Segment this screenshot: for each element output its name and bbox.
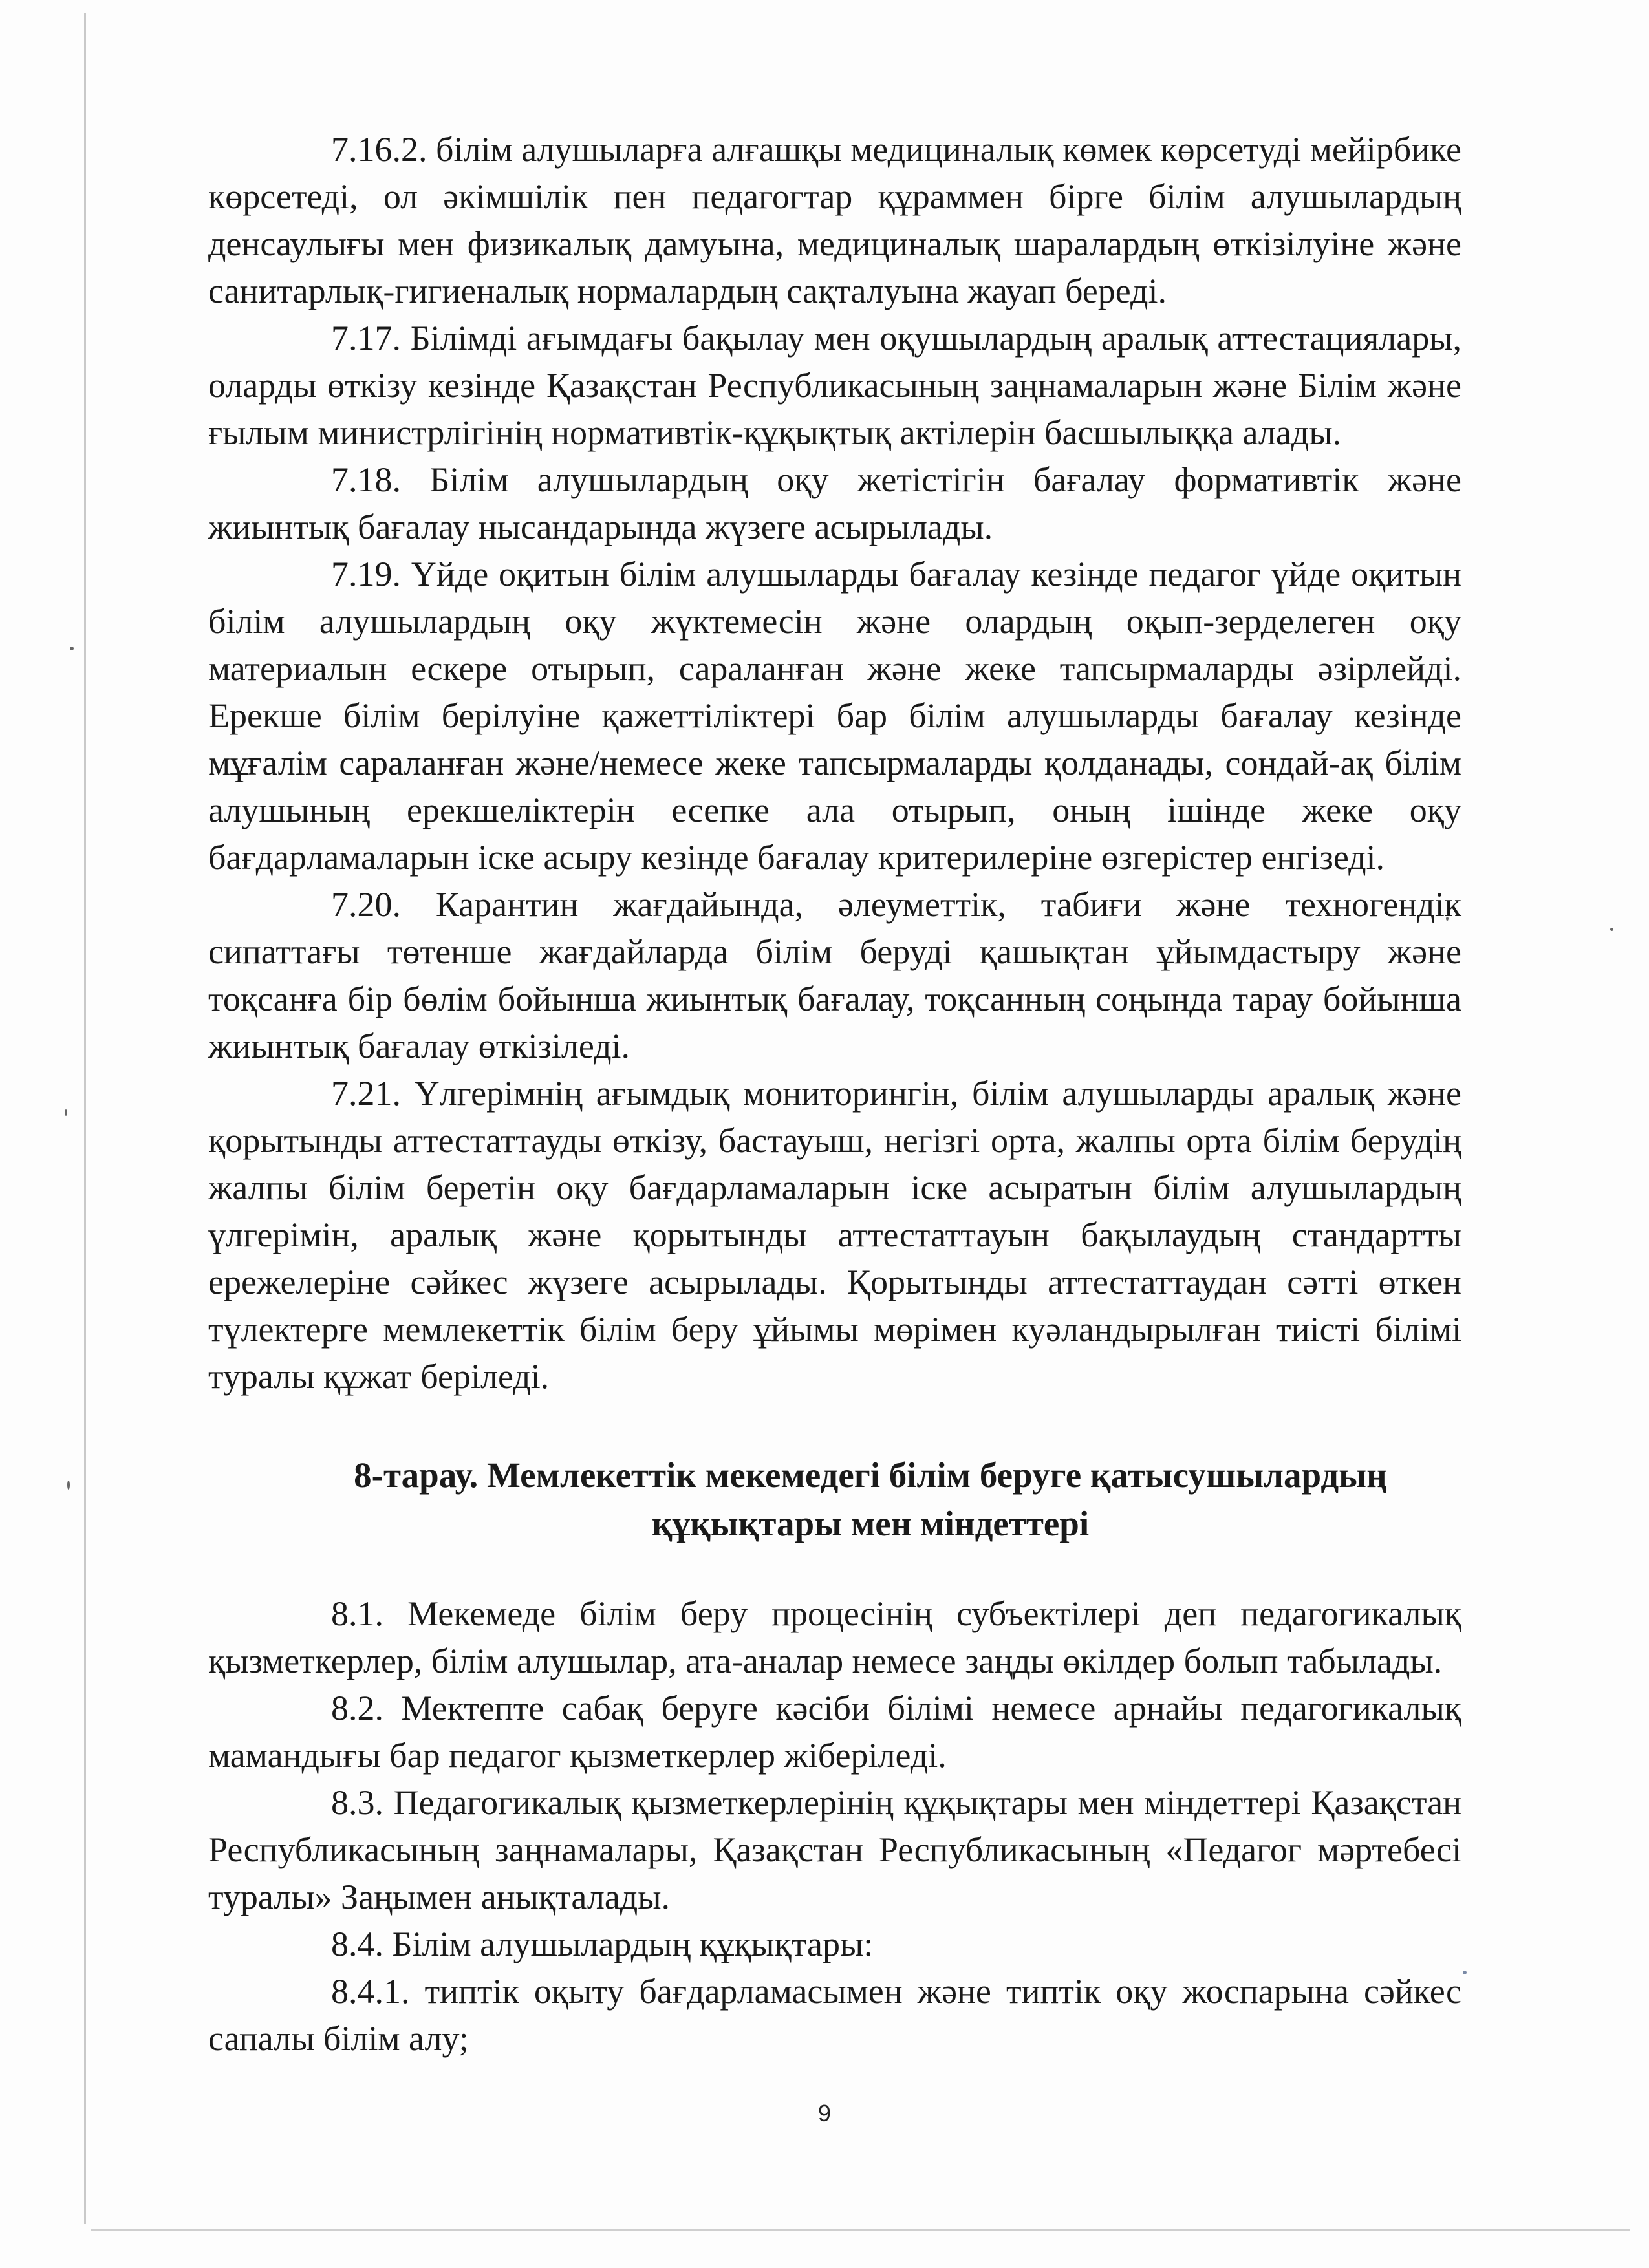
paragraph-8-1: 8.1. Мекемеде білім беру процесінің субъектілері деп педагогикалық қызметкерлер, білім алушылар, ата-аналар немесе заңды өкілдер болып табылады. (208, 1594, 1461, 1680)
paragraph-7-17: 7.17. Білімді ағымдағы бақылау мен оқушылардың аралық аттестациялары, оларды өткізу кезінде Қазақстан Республикасының заңнамаларын және Білім және ғылым министрлігінің нормативтік-құқықтық актілерін басшылыққа алады. (208, 319, 1461, 452)
scan-speck (67, 1481, 70, 1490)
paragraph-8-4-1: 8.4.1. типтік оқыту бағдарламасымен және типтік оқу жоспарына сәйкес сапалы білім алу; (208, 1972, 1461, 2058)
chapter-heading-line-1: 8-тарау. Мемлекеттік мекемедегі білім беруге қатысушылардың (354, 1455, 1387, 1495)
scan-speck (1610, 928, 1613, 931)
paragraph-7-20: 7.20. Карантин жағдайында, әлеуметтік, табиғи және техногендік сипаттағы төтенше жағдайларда білім беруді қашықтан ұйымдастыру және тоқсанға бір бөлім бойынша жиынтық бағалау, тоқсанның соңында тарау бойынша жиынтық бағалау өткізіледі. (208, 885, 1461, 1065)
paragraph-7-18: 7.18. Білім алушылардың оқу жетістігін бағалау формативтік және жиынтық бағалау нысандарында жүзеге асырылады. (208, 460, 1461, 546)
paragraph-8-2: 8.2. Мектепте сабақ беруге кәсіби білімі немесе арнайы педагогикалық мамандығы бар педагог қызметкерлер жіберіледі. (208, 1689, 1461, 1775)
paragraph-8-4: 8.4. Білім алушылардың құқықтары: (331, 1925, 874, 1963)
chapter-heading-line-2: құқықтары мен міндеттері (651, 1504, 1090, 1543)
scan-speck (1463, 1971, 1467, 1974)
scan-speck (65, 1109, 67, 1116)
document-body (208, 126, 1461, 2062)
paragraph-7-21: 7.21. Үлгерімнің ағымдық мониторингін, білім алушыларды аралық және қорытынды аттестаттауды өткізу, бастауыш, негізгі орта, жалпы орта білім берудің жалпы білім беретін оқу бағдарламаларын іске асыратын білім алушылардың үлгерімін, аралық және қорытынды аттестаттауын бақылаудың стандартты ережелеріне сәйкес жүзеге асырылады. Қорытынды аттестаттаудан сәтті өткен түлектерге мемлекеттік білім беру ұйымы мөрімен куәландырылған тиісті білімі туралы құжат беріледі. (208, 1074, 1461, 1396)
page-number: 9 (817, 2100, 832, 2126)
paragraph-8-3: 8.3. Педагогикалық қызметкерлерінің құқықтары мен міндеттері Қазақстан Республикасының заңнамалары, Қазақстан Республикасының «Педагог мәртебесі туралы» Заңымен анықталады. (208, 1783, 1461, 1916)
scan-left-edge (84, 13, 86, 2224)
paragraph-7-19: 7.19. Үйде оқитын білім алушыларды бағалау кезінде педагог үйде оқитын білім алушылардың оқу жүктемесін және олардың оқып-зерделеген оқу материалын ескере отырып, сараланған және жеке тапсырмаларды әзірлейді. Ерекше білім берілуіне қажеттіліктері бар білім алушыларды бағалау кезінде мұғалім сараланған және/немесе жеке тапсырмаларды қолданады, сондай-ақ білім алушының ерекшеліктерін есепке ала отырып, оның ішінде жеке оқу бағдарламаларын іске асыру кезінде бағалау критерилеріне өзгерістер енгізеді. (208, 555, 1461, 877)
scan-speck (70, 647, 74, 650)
scan-bottom-edge (91, 2229, 1630, 2231)
paragraph-7-16-2: 7.16.2. білім алушыларға алғашқы медициналық көмек көрсетуді мейірбике көрсетеді, ол әкімшілік пен педагогтар құраммен бірге білім алушылардың денсаулығы мен физикалық дамуына, медициналық шаралардың өткізілуіне және санитарлық-гигиеналық нормалардың сақталуына жауап береді. (208, 130, 1461, 310)
chapter-heading (208, 1451, 1461, 1548)
